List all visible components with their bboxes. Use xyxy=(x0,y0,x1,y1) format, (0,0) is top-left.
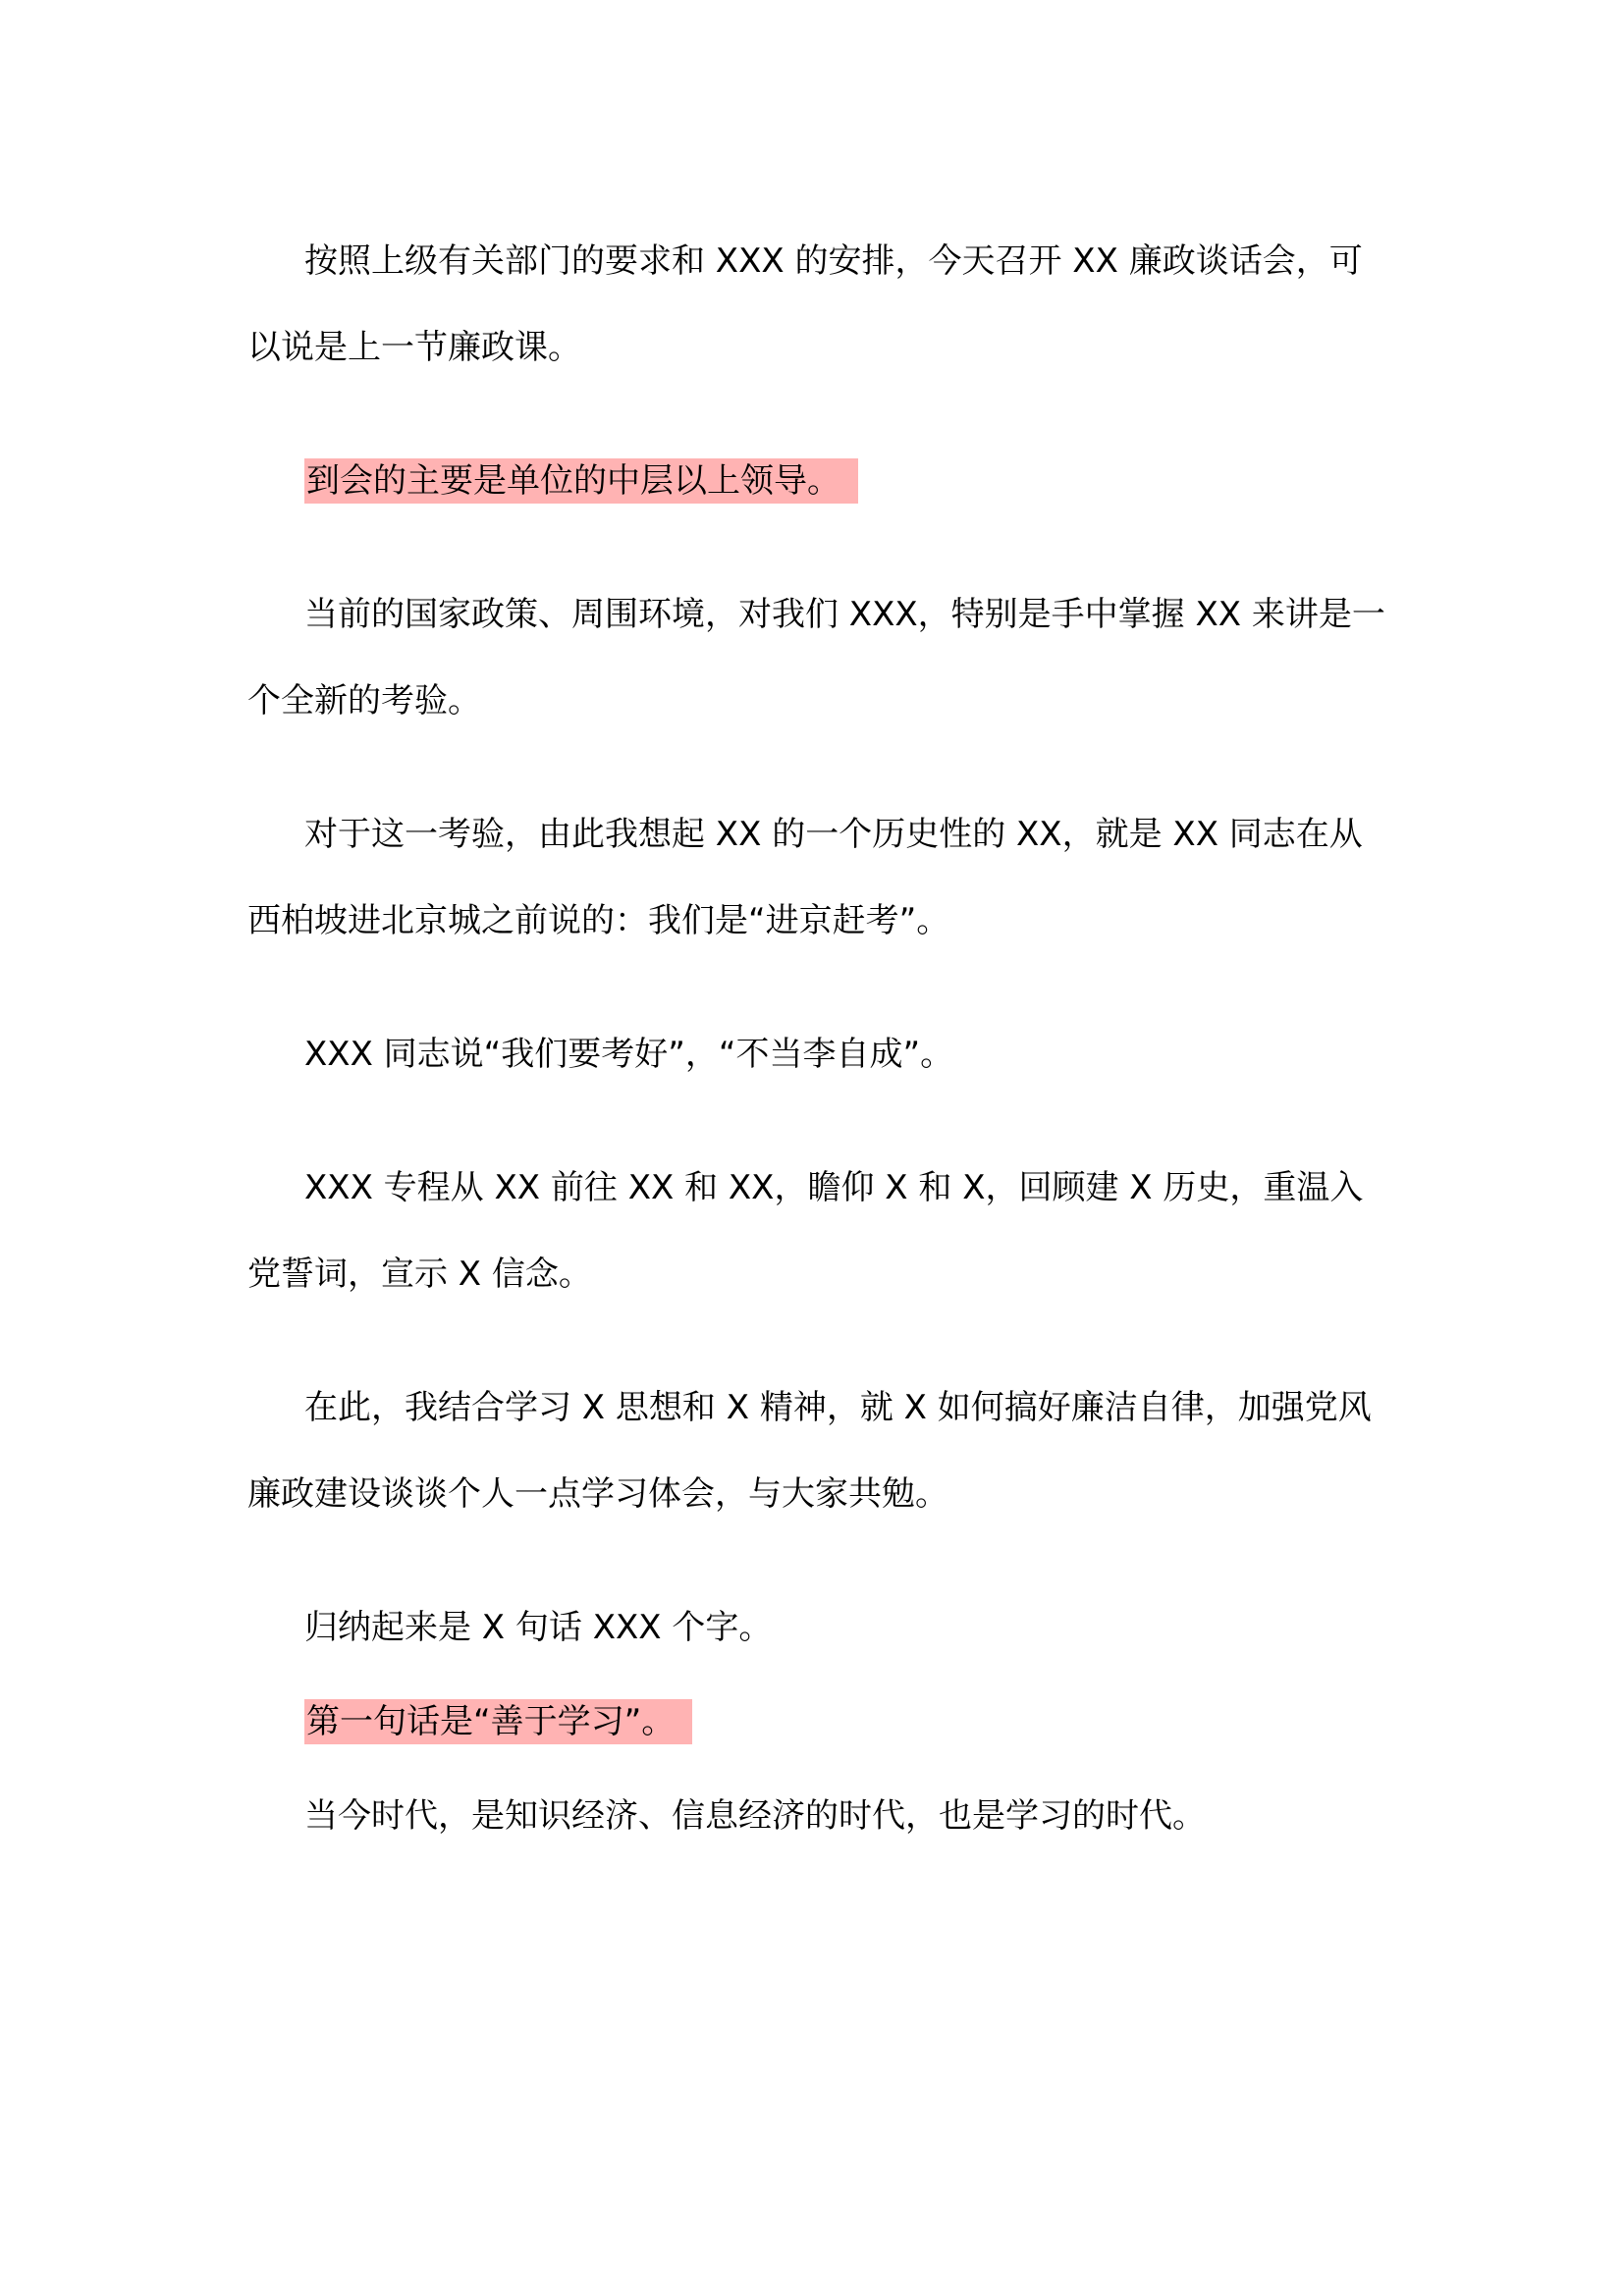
highlighted-text: 第一句话是“善于学习”。 xyxy=(304,1699,692,1744)
paragraph-text: XXX 专程从 XX 前往 XX 和 XX，瞻仰 X 和 X，回顾建 X 历史，重温入党誓词，宣示 X 信念。 xyxy=(247,1168,1364,1294)
highlighted-text: 到会的主要是单位的中层以上领导。 xyxy=(304,458,858,504)
paragraph-3 xyxy=(247,571,1391,744)
paragraph-4 xyxy=(247,791,1391,964)
paragraph-9-highlighted xyxy=(247,1679,1391,1765)
paragraph-text: 当今时代，是知识经济、信息经济的时代，也是学习的时代。 xyxy=(304,1796,1206,1836)
paragraph-text: XXX 同志说“我们要考好”，“不当李自成”。 xyxy=(304,1035,954,1074)
paragraph-text: 归纳起来是 X 句话 XXX 个字。 xyxy=(304,1608,773,1647)
paragraph-8 xyxy=(247,1584,1391,1671)
paragraph-7 xyxy=(247,1364,1391,1537)
paragraph-text: 按照上级有关部门的要求和 XXX 的安排，今天召开 XX 廉政谈话会，可以说是上一节廉政课。 xyxy=(247,241,1363,367)
paragraph-2-highlighted xyxy=(247,438,1391,524)
paragraph-5 xyxy=(247,1011,1391,1097)
paragraph-text: 当前的国家政策、周围环境，对我们 XXX，特别是手中掌握 XX 来讲是一个全新的考验。 xyxy=(247,595,1385,721)
paragraph-6 xyxy=(247,1145,1391,1317)
paragraph-text: 对于这一考验，由此我想起 XX 的一个历史性的 XX，就是 XX 同志在从西柏坡进北京城之前说的：我们是“进京赶考”。 xyxy=(247,815,1363,940)
document-body xyxy=(247,218,1391,1859)
paragraph-10 xyxy=(247,1773,1391,1859)
paragraph-text: 在此，我结合学习 X 思想和 X 精神，就 X 如何搞好廉洁自律，加强党风廉政建设谈谈个人一点学习体会，与大家共勉。 xyxy=(247,1388,1372,1514)
paragraph-1 xyxy=(247,218,1391,391)
